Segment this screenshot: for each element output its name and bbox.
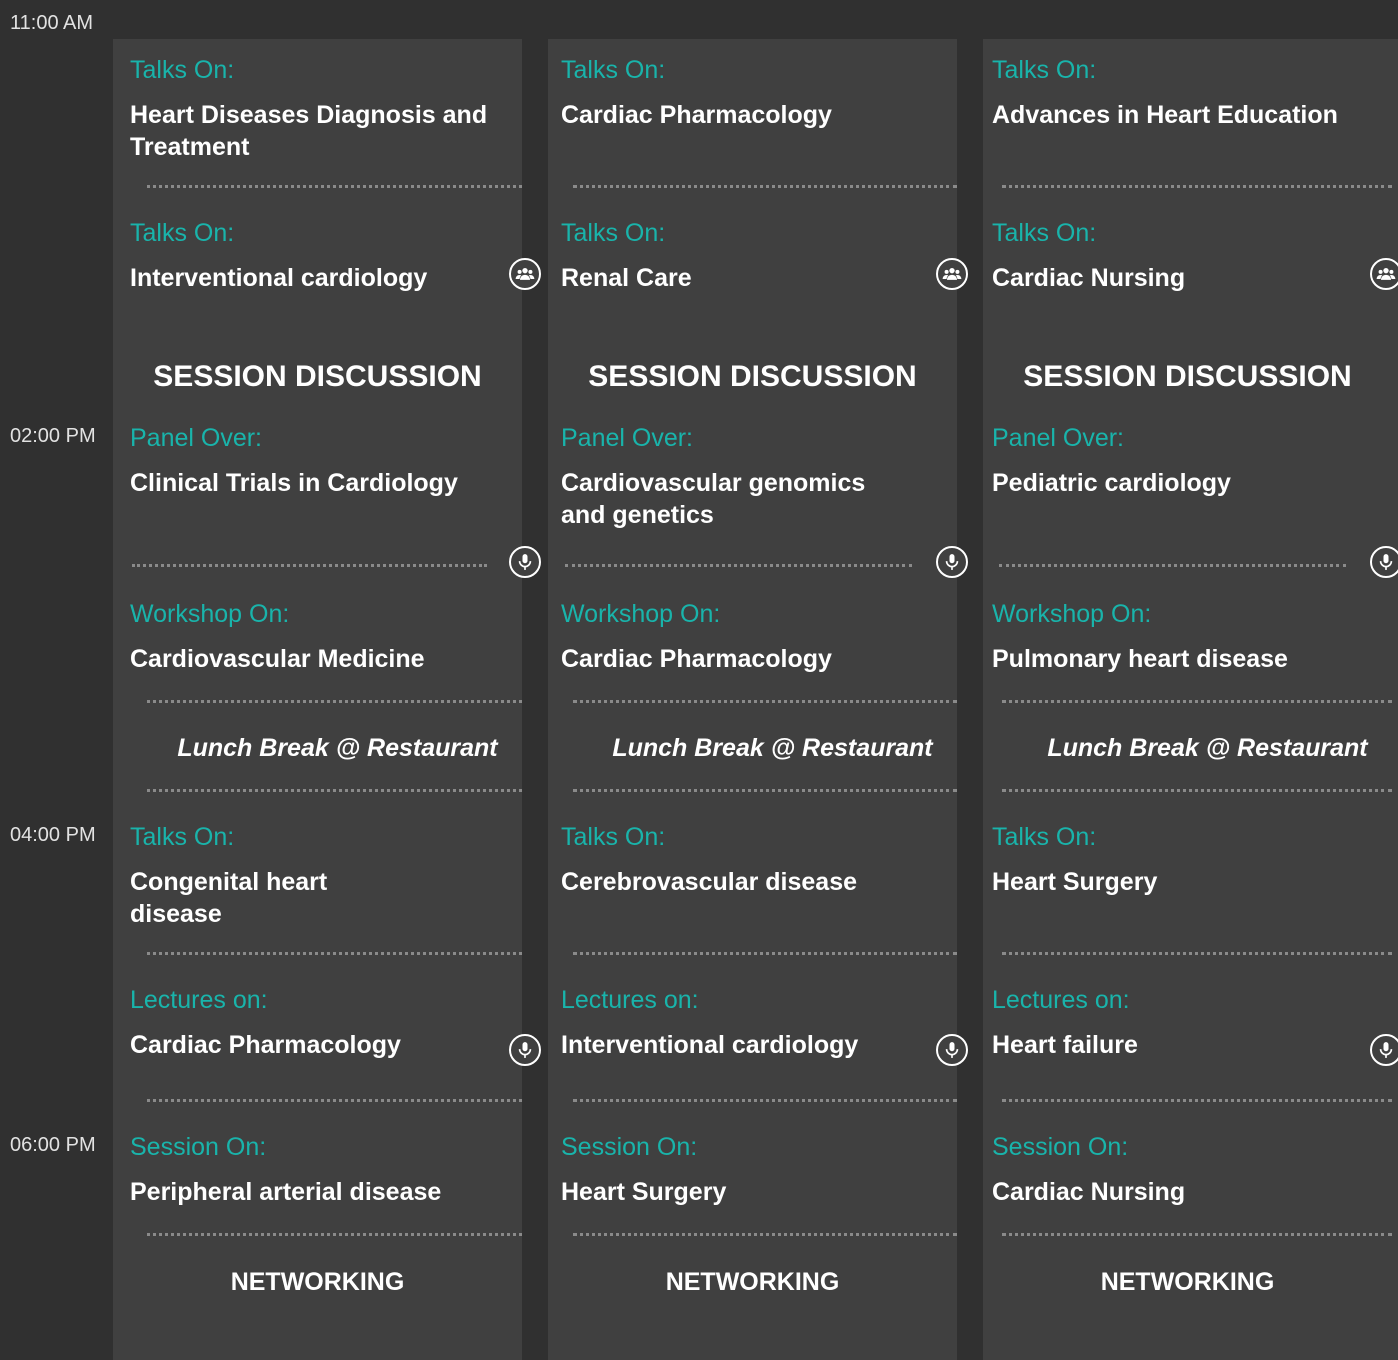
networking-label: NETWORKING [230,1268,405,1296]
lunch-break-label: Lunch Break @ Restaurant [177,734,498,762]
session-on-label: Session On: [130,1133,267,1161]
time-label-0600pm: 06:00 PM [10,1134,96,1156]
divider [1002,952,1392,955]
track-column-2 [548,39,957,1360]
talks-title: Interventional cardiology [130,264,428,292]
microphone-icon[interactable] [509,1034,541,1066]
microphone-icon[interactable] [936,546,968,578]
panel-label: Panel Over: [561,424,694,452]
panel-title: Cardiovascular genomics and genetics [561,469,866,529]
track-column-3 [983,39,1398,1360]
workshop-title: Cardiovascular Medicine [130,645,425,673]
panel-label: Panel Over: [992,424,1125,452]
talks-title: Renal Care [561,264,692,292]
divider [573,789,957,792]
session-on-title: Peripheral arterial disease [130,1178,442,1206]
lunch-break-label: Lunch Break @ Restaurant [1047,734,1368,762]
people-group-icon[interactable] [1370,258,1398,290]
track-column-1 [113,39,522,1360]
divider [1002,1099,1392,1102]
talks-label: Talks On: [992,823,1097,851]
talks-label: Talks On: [561,56,666,84]
divider [147,700,522,703]
divider [573,1233,957,1236]
session-on-label: Session On: [992,1133,1129,1161]
workshop-label: Workshop On: [130,600,290,628]
people-group-icon[interactable] [509,258,541,290]
talks-title: Congenital heart disease [130,868,328,928]
talks-title: Heart Surgery [992,868,1158,896]
time-label-0400pm: 04:00 PM [10,824,96,846]
divider [147,1233,522,1236]
lectures-title: Cardiac Pharmacology [130,1031,401,1059]
divider [1002,700,1392,703]
session-on-title: Cardiac Nursing [992,1178,1186,1206]
divider [573,1099,957,1102]
time-label-0200pm: 02:00 PM [10,425,96,447]
divider [147,185,522,188]
talks-label: Talks On: [130,219,235,247]
talks-title: Advances in Heart Education [992,101,1338,129]
networking-label: NETWORKING [1100,1268,1275,1296]
talks-title: Cardiac Nursing [992,264,1186,292]
lectures-label: Lectures on: [992,986,1130,1014]
divider [132,564,487,567]
divider [573,952,957,955]
divider [1002,789,1392,792]
time-label-1100am: 11:00 AM [10,12,94,34]
divider [573,700,957,703]
talks-label: Talks On: [561,219,666,247]
panel-title: Pediatric cardiology [992,469,1231,497]
session-on-label: Session On: [561,1133,698,1161]
lunch-break-label: Lunch Break @ Restaurant [612,734,933,762]
workshop-title: Pulmonary heart disease [992,645,1288,673]
session-discussion-heading: SESSION DISCUSSION [588,360,917,393]
microphone-icon[interactable] [1370,546,1398,578]
divider [573,185,957,188]
panel-label: Panel Over: [130,424,263,452]
microphone-icon[interactable] [1370,1034,1398,1066]
talks-label: Talks On: [130,56,235,84]
microphone-icon[interactable] [509,546,541,578]
divider [1002,1233,1392,1236]
lectures-title: Interventional cardiology [561,1031,859,1059]
people-group-icon[interactable] [936,258,968,290]
talks-label: Talks On: [130,823,235,851]
session-on-title: Heart Surgery [561,1178,727,1206]
divider [147,1099,522,1102]
talks-title: Cerebrovascular disease [561,868,858,896]
microphone-icon[interactable] [936,1034,968,1066]
lectures-title: Heart failure [992,1031,1138,1059]
divider [147,789,522,792]
session-discussion-heading: SESSION DISCUSSION [153,360,482,393]
talks-label: Talks On: [992,56,1097,84]
workshop-title: Cardiac Pharmacology [561,645,832,673]
divider [565,564,912,567]
talks-title: Heart Diseases Diagnosis and Treatment [130,101,488,161]
networking-label: NETWORKING [665,1268,840,1296]
divider [1002,185,1392,188]
talks-label: Talks On: [561,823,666,851]
workshop-label: Workshop On: [561,600,721,628]
talks-title: Cardiac Pharmacology [561,101,832,129]
workshop-label: Workshop On: [992,600,1152,628]
lectures-label: Lectures on: [130,986,268,1014]
divider [147,952,522,955]
talks-label: Talks On: [992,219,1097,247]
panel-title: Clinical Trials in Cardiology [130,469,458,497]
divider [999,564,1346,567]
lectures-label: Lectures on: [561,986,699,1014]
session-discussion-heading: SESSION DISCUSSION [1023,360,1352,393]
